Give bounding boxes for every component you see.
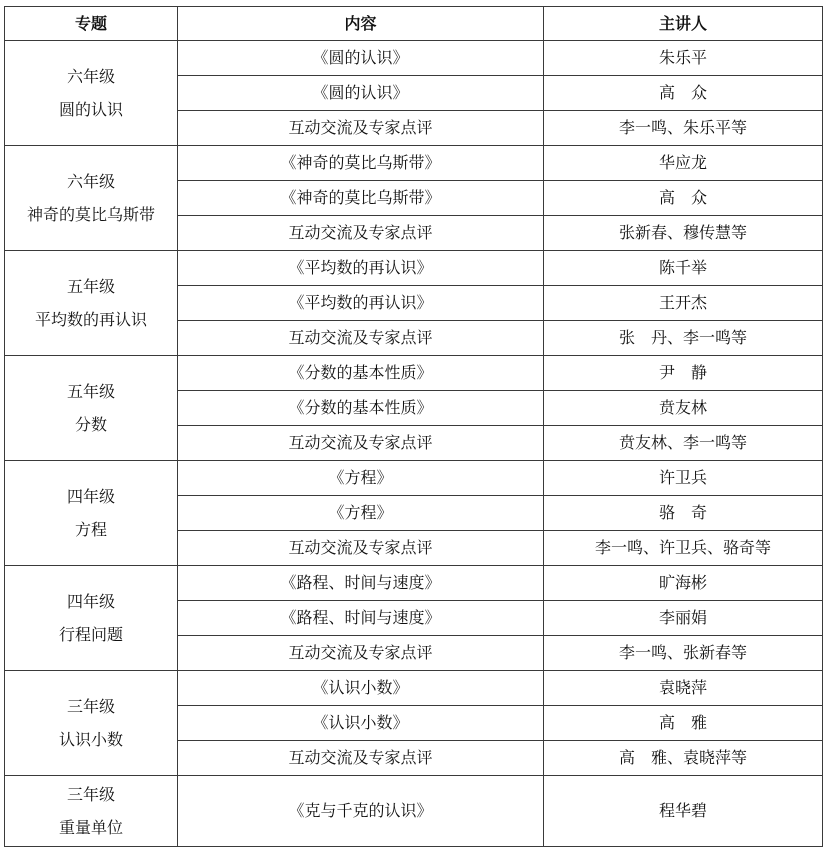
content-cell: 《圆的认识》 <box>178 76 544 111</box>
content-cell: 《圆的认识》 <box>178 41 544 76</box>
topic-grade: 五年级 <box>66 277 115 296</box>
table-row <box>5 461 823 496</box>
topic-title: 平均数的再认识 <box>34 310 147 329</box>
speaker-cell: 张新春、穆传慧等 <box>544 216 823 251</box>
topic-cell <box>5 41 178 146</box>
speaker-cell: 王开杰 <box>544 286 823 321</box>
topic-cell <box>5 671 178 776</box>
speaker-cell: 贲友林、李一鸣等 <box>544 426 823 461</box>
topic-cell <box>5 251 178 356</box>
content-cell: 互动交流及专家点评 <box>178 636 544 671</box>
speaker-cell: 旷海彬 <box>544 566 823 601</box>
speaker-cell: 张 丹、李一鸣等 <box>544 321 823 356</box>
speaker-cell: 高 雅 <box>544 706 823 741</box>
content-cell: 《分数的基本性质》 <box>178 391 544 426</box>
speaker-cell: 李一鸣、张新春等 <box>544 636 823 671</box>
content-cell: 《克与千克的认识》 <box>178 776 544 847</box>
content-cell: 《路程、时间与速度》 <box>178 566 544 601</box>
table-row <box>5 566 823 601</box>
topic-title: 认识小数 <box>58 730 123 749</box>
topic-cell <box>5 146 178 251</box>
speaker-cell: 陈千举 <box>544 251 823 286</box>
header-content: 内容 <box>178 7 544 41</box>
topic-cell <box>5 356 178 461</box>
header-topic: 专题 <box>5 7 178 41</box>
topic-grade: 六年级 <box>66 67 115 86</box>
content-cell: 互动交流及专家点评 <box>178 111 544 146</box>
topic-title: 重量单位 <box>58 818 123 837</box>
speaker-cell: 程华碧 <box>544 776 823 847</box>
topic-title: 分数 <box>74 415 107 434</box>
table-row <box>5 251 823 286</box>
table-row <box>5 41 823 76</box>
speaker-cell: 贲友林 <box>544 391 823 426</box>
topic-grade: 四年级 <box>66 592 115 611</box>
topic-title: 圆的认识 <box>58 100 123 119</box>
speaker-cell: 华应龙 <box>544 146 823 181</box>
table-row <box>5 671 823 706</box>
content-cell: 《认识小数》 <box>178 706 544 741</box>
speaker-cell: 高 众 <box>544 181 823 216</box>
topic-cell <box>5 461 178 566</box>
content-cell: 《平均数的再认识》 <box>178 251 544 286</box>
speaker-cell: 骆 奇 <box>544 496 823 531</box>
table-row <box>5 356 823 391</box>
topic-grade: 三年级 <box>66 785 115 804</box>
content-cell: 互动交流及专家点评 <box>178 531 544 566</box>
speaker-cell: 朱乐平 <box>544 41 823 76</box>
topic-title: 神奇的莫比乌斯带 <box>26 205 155 224</box>
content-cell: 《平均数的再认识》 <box>178 286 544 321</box>
table-row <box>5 776 823 847</box>
header-row <box>5 7 823 41</box>
header-speaker: 主讲人 <box>544 7 823 41</box>
speaker-cell: 许卫兵 <box>544 461 823 496</box>
topic-grade: 五年级 <box>66 382 115 401</box>
content-cell: 《方程》 <box>178 461 544 496</box>
content-cell: 《分数的基本性质》 <box>178 356 544 391</box>
content-cell: 《方程》 <box>178 496 544 531</box>
speaker-cell: 高 众 <box>544 76 823 111</box>
content-cell: 互动交流及专家点评 <box>178 741 544 776</box>
content-cell: 《神奇的莫比乌斯带》 <box>178 146 544 181</box>
topic-grade: 三年级 <box>66 697 115 716</box>
content-cell: 互动交流及专家点评 <box>178 216 544 251</box>
speaker-cell: 李一鸣、朱乐平等 <box>544 111 823 146</box>
topic-cell <box>5 566 178 671</box>
content-cell: 《路程、时间与速度》 <box>178 601 544 636</box>
schedule-body <box>5 41 823 847</box>
speaker-cell: 袁晓萍 <box>544 671 823 706</box>
content-cell: 互动交流及专家点评 <box>178 321 544 356</box>
schedule-table <box>4 6 823 847</box>
speaker-cell: 李丽娟 <box>544 601 823 636</box>
speaker-cell: 李一鸣、许卫兵、骆奇等 <box>544 531 823 566</box>
content-cell: 《神奇的莫比乌斯带》 <box>178 181 544 216</box>
topic-title: 方程 <box>74 520 107 539</box>
topic-cell <box>5 776 178 847</box>
topic-grade: 六年级 <box>66 172 115 191</box>
table-row <box>5 146 823 181</box>
topic-grade: 四年级 <box>66 487 115 506</box>
speaker-cell: 高 雅、袁晓萍等 <box>544 741 823 776</box>
content-cell: 互动交流及专家点评 <box>178 426 544 461</box>
speaker-cell: 尹 静 <box>544 356 823 391</box>
content-cell: 《认识小数》 <box>178 671 544 706</box>
topic-title: 行程问题 <box>58 625 123 644</box>
